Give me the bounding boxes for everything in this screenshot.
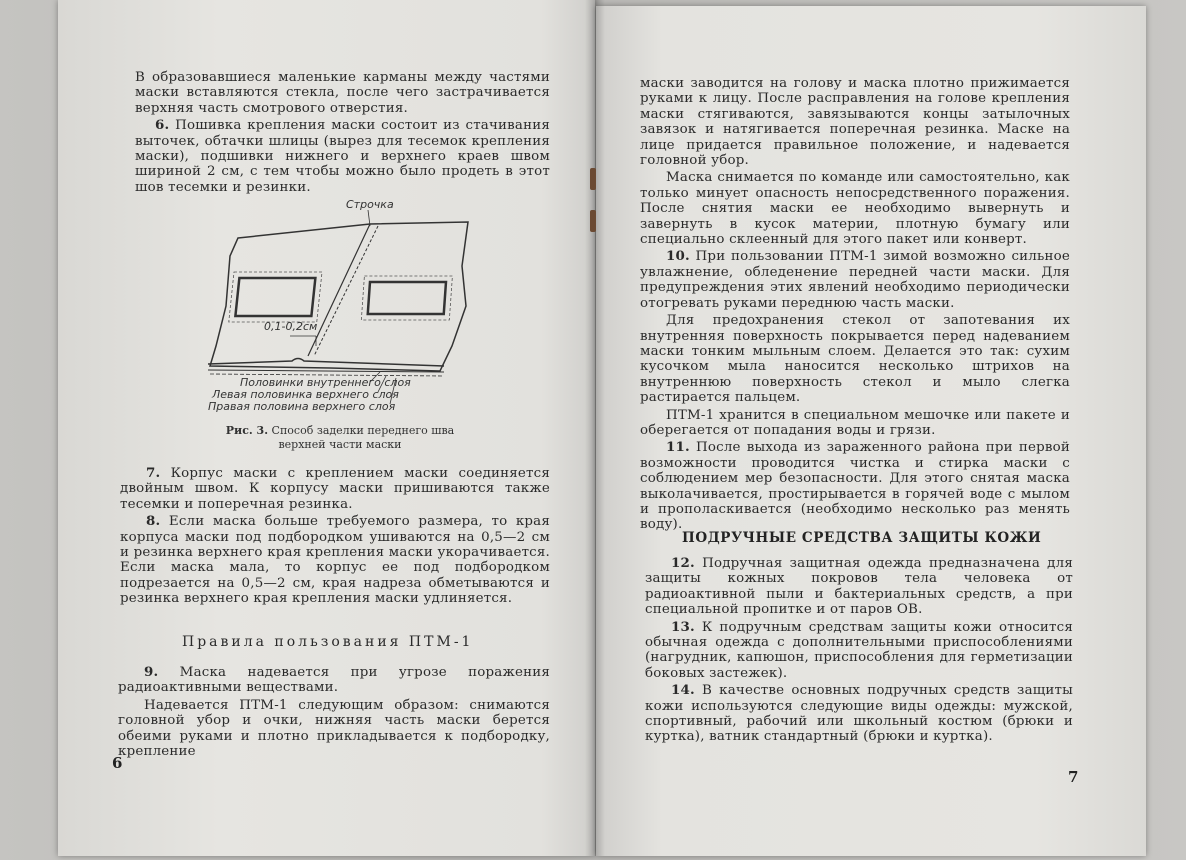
staple-bottom [590,210,596,232]
paragraph [640,76,1070,168]
paragraph-number: 12. [671,555,695,571]
paragraph-text: При пользовании ПТМ-1 зимой возможно сильное увлажнение, обледенение передней части маски. Для предупреждения этих явлений необходимо периодически отогревать руками переднюю часть маски. [640,249,1070,311]
figure-caption [210,424,470,452]
paragraph-number: 8. [146,513,161,530]
page-number-right: 7 [1068,768,1079,786]
paragraph-text: ПТМ-1 хранится в специальном мешочке или пакете и оберегается от попадания воды и грязи. [640,407,1070,438]
paragraph-text: Надевается ПТМ-1 следующим образом: снимаются головной убор и очки, нижняя часть маски берется обеими руками и плотно прикладывается к подбородку, крепление [118,697,550,760]
label-left-outer: Левая половинка верхнего слоя [212,388,399,401]
paragraph [645,556,1073,618]
paragraph [640,440,1070,532]
left-bottom-text [120,466,550,609]
paragraph-number: 6. [155,117,170,134]
paragraph [645,620,1073,682]
paragraph-text: Если маска больше требуемого размера, то края корпуса маски под подбородком ушиваются на 0,5—2 см и резинка верхнего края крепления маски укорачивается. Если маска мала, то корпус ее под подбородком подрезается на 0,5—2 см, края надреза обметываются и резинка верхнего края крепления маски удлиняется. [120,514,550,607]
paragraph [640,170,1070,247]
left-section-title: Правила пользования ПТМ-1 [182,634,474,650]
book-spine [585,0,605,856]
paragraph-text: В качестве основных подручных средств защиты кожи используются следующие виды одежды: мужской, спортивный, рабочий или школьный костюм (брюки и куртка), ватник стандартный (брюки и куртка). [645,683,1073,745]
paragraph [135,70,550,116]
paragraph-text: Маска надевается при угрозе поражения радиоактивными веществами. [118,665,550,696]
paragraph-text: Корпус маски с креплением маски соединяется двойным швом. К корпусу маски пришиваются также тесемки и поперечная резинка. [120,466,550,512]
paragraph [120,514,550,606]
paragraph-text: маски заводится на голову и маска плотно прижимается руками к лицу. После расправления на голове крепления маски стягиваются, завязываются концы затылочных завязок и натягивается поперечная резинка. Маске на лице придается правильное положение, и надевается головной убор. [640,76,1070,169]
label-gap: 0,1-0,2см [264,320,318,333]
paragraph-text: После выхода из зараженного района при первой возможности проводится чистка и стирка маски с соблюдением мер безопасности. Для этого снятая маска выколачивается, простирывается в горячей воде с мылом и прополаскивается (необходимо несколько раз менять воду). [640,440,1070,533]
paragraph-number: 13. [671,618,695,635]
label-inner: Половинки внутреннего слоя [240,376,411,389]
staple-top [590,168,596,190]
left-top-text [135,70,550,197]
paragraph [118,698,550,760]
paragraph-text: Маска снимается по команде или самостоятельно, как только минует опасность непосредственного поражения. После снятия маски ее необходимо вывернуть и завернуть в кусок материи, плотную бумагу или специально склеенный для этого пакет или конверт. [640,170,1070,248]
paragraph-text: Пошивка крепления маски состоит из стачивания выточек, обтачки шлицы (вырез для тесемок крепления маски), подшивки нижнего и верхнего краев швом шириной 2 см, с тем чтобы можно было продеть в этот шов тесемки и резинки. [135,118,550,195]
figure-seam-diagram [200,196,480,418]
caption-number: Рис. 3. [225,424,269,437]
paragraph [120,466,550,512]
paragraph-text: К подручным средствам защиты кожи относится обычная одежда с дополнительными приспособлениями (нагрудник, капюшон, приспособления для герметизации боковых застежек). [645,619,1073,681]
paragraph-text: Для предохранения стекол от запотевания их внутренняя поверхность покрывается перед надеванием маски тонким мыльным слоем. Делается это так: сухим кусочком мыла наносится несколько штрихов на внутреннюю поверхность стекол и мыло слегка растирается пальцем. [640,313,1070,406]
paragraph [645,683,1073,745]
paragraph-number: 11. [666,439,690,456]
paragraph [135,118,550,195]
paragraph [118,665,550,696]
paragraph-number: 14. [671,682,695,699]
caption-text: Способ заделки переднего шва верхней части маски [271,424,455,451]
page-number-left: 6 [112,754,123,772]
paragraph-text: В образовавшиеся маленькие карманы между частями маски вставляются стекла, после чего застрачивается верхняя часть смотрового отверстия. [135,70,550,116]
paragraph [640,313,1070,405]
paragraph [640,408,1070,439]
paragraph-number: 9. [144,664,159,680]
right-section-title: ПОДРУЧНЫЕ СРЕДСТВА ЗАЩИТЫ КОЖИ [682,530,1042,546]
right-end-text [645,556,1073,747]
right-top-text [640,76,1070,535]
label-right-outer: Правая половина верхнего слоя [208,400,396,413]
paragraph-text: Подручная защитная одежда предназначена для защиты кожных покровов тела человека от радиоактивной пыли и бактериальных средств, а при специальной пропитке и от паров ОВ. [645,556,1073,618]
paragraph-number: 10. [666,248,690,265]
label-strochka: Строчка [346,198,394,211]
paragraph [640,249,1070,311]
left-end-text [118,665,550,761]
paragraph-number: 7. [146,465,161,481]
